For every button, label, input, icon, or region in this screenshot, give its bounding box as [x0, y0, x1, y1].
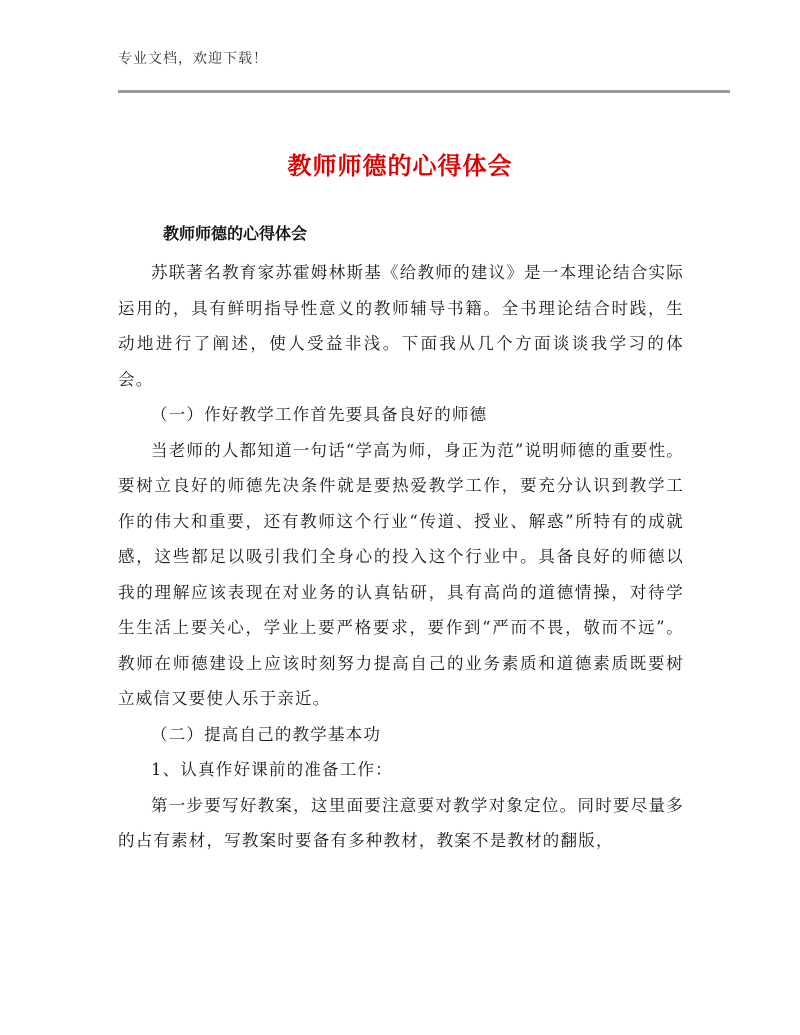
section-heading: （一）作好教学工作首先要具备良好的师德 [151, 405, 488, 424]
document-subtitle: 教师师德的心得体会 [163, 224, 308, 243]
header-note: 专业文档，欢迎下载！ [118, 51, 268, 67]
subsection-heading: 1、认真作好课前的准备工作： [151, 760, 393, 779]
paragraph: 当老师的人都知道一句话“学高为师，身正为范”说明师德的重要性。要树立良好的师德先决条件就是要热爱教学工作，要充分认识到教学工作的伟大和重要，还有教师这个行业“传道、授业、解惑”所特有的成就感，这些都足以吸引我们全身心的投入这个行业中。具备良好的师德以我的理解应该表现在对业务的认真钻研，具有高尚的道德情操，对待学生生活上要关心，学业上要严格要求，要作到“严而不畏，敬而不远”。教师在师德建设上应该时刻努力提高自己的业务素质和道德素质既要树立威信又要使人乐于亲近。 [118, 440, 684, 708]
paragraph: 苏联著名教育家苏霍姆林斯基《给教师的建议》是一本理论结合实际运用的，具有鲜明指导性意义的教师辅导书籍。全书理论结合时践，生动地进行了阐述，使人受益非浅。下面我从几个方面谈谈我学习的体会。 [118, 263, 684, 389]
paragraph: 第一步要写好教案，这里面要注意要对教学对象定位。同时要尽量多的占有素材，写教案时要备有多种教材，教案不是教材的翻版， [118, 795, 684, 850]
header-divider [118, 90, 730, 93]
section-heading: （二）提高自己的教学基本功 [151, 724, 382, 744]
document-title: 教师师德的心得体会 [287, 152, 513, 180]
document-body [118, 255, 684, 859]
